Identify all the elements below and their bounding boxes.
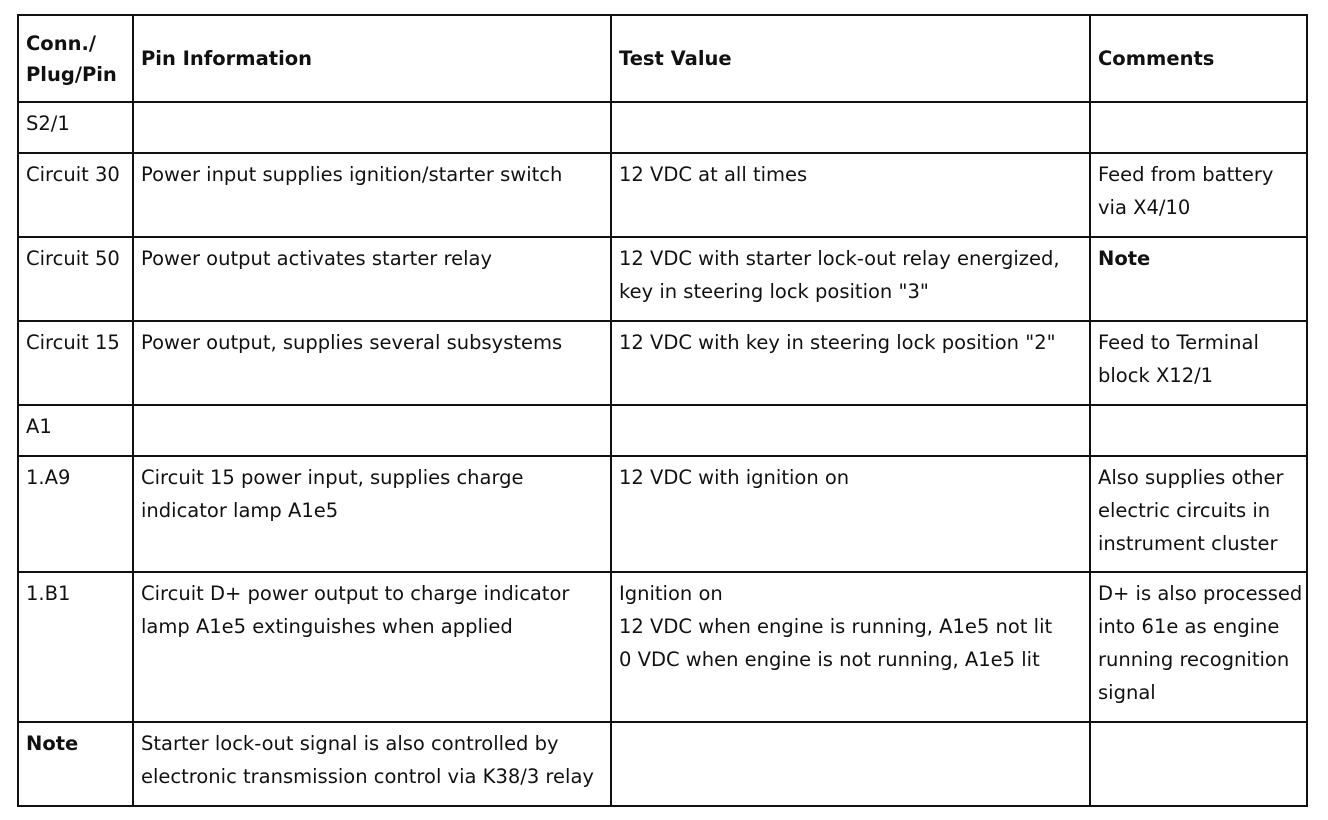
header-comments: Comments: [1090, 15, 1307, 102]
cell-conn: A1: [18, 405, 133, 456]
pin-test-table: [17, 14, 1308, 807]
header-conn-line1: Conn./: [26, 31, 97, 55]
text-line: instrument cluster: [1098, 532, 1278, 555]
text-line: 12 VDC with ignition on: [619, 466, 850, 489]
text-line: 12 VDC with key in steering lock position "2": [619, 331, 1056, 354]
cell-comments: [1090, 456, 1307, 572]
cell-comments: [1090, 237, 1307, 321]
header-conn-line2: Plug/Pin: [26, 62, 117, 86]
cell-conn: Circuit 50: [18, 237, 133, 321]
cell-conn: 1.A9: [18, 456, 133, 572]
header-pin-information: Pin Information: [133, 15, 611, 102]
text-line: 12 VDC with starter lock-out relay energized,: [619, 247, 1060, 270]
text-line: block X12/1: [1098, 364, 1214, 387]
cell-comments: [1090, 153, 1307, 237]
cell-test-value: [611, 405, 1090, 456]
cell-test-value: [611, 321, 1090, 405]
text-line: Also supplies other: [1098, 466, 1284, 489]
cell-test-value: [611, 456, 1090, 572]
header-conn-plug-pin: [18, 15, 133, 102]
cell-comments: [1090, 102, 1307, 153]
text-line: Power output, supplies several subsystems: [141, 331, 563, 354]
text-line: 12 VDC at all times: [619, 163, 808, 186]
cell-conn: S2/1: [18, 102, 133, 153]
cell-comments: [1090, 572, 1307, 722]
table-row: [18, 153, 1307, 237]
text-line: running recognition: [1098, 648, 1290, 671]
cell-conn: Note: [18, 722, 133, 806]
text-line: Power input supplies ignition/starter switch: [141, 163, 563, 186]
cell-test-value: [611, 572, 1090, 722]
cell-pin-info: [133, 572, 611, 722]
cell-test-value: [611, 237, 1090, 321]
text-line: Circuit 15 power input, supplies charge: [141, 466, 524, 489]
table-row: [18, 722, 1307, 806]
note-label: Note: [1098, 247, 1151, 270]
cell-pin-info: [133, 237, 611, 321]
cell-conn: Circuit 30: [18, 153, 133, 237]
cell-conn: Circuit 15: [18, 321, 133, 405]
cell-test-value: [611, 102, 1090, 153]
text-line: Starter lock-out signal is also controlled by: [141, 732, 559, 755]
text-line: electronic transmission control via K38/3 relay: [141, 765, 594, 788]
text-line: Ignition on: [619, 582, 723, 605]
table-row: [18, 321, 1307, 405]
header-test-value: Test Value: [611, 15, 1090, 102]
cell-pin-info: [133, 153, 611, 237]
cell-pin-info: [133, 722, 611, 806]
text-line: electric circuits in: [1098, 499, 1271, 522]
text-line: Feed to Terminal: [1098, 331, 1259, 354]
table-row: [18, 456, 1307, 572]
table-row: [18, 102, 1307, 153]
text-line: signal: [1098, 681, 1156, 704]
cell-comments: [1090, 405, 1307, 456]
table-row: [18, 405, 1307, 456]
header-row: [18, 15, 1307, 102]
text-line: D+ is also processed: [1098, 582, 1303, 605]
cell-pin-info: [133, 102, 611, 153]
text-line: Feed from battery: [1098, 163, 1274, 186]
cell-test-value: [611, 722, 1090, 806]
text-line: 0 VDC when engine is not running, A1e5 lit: [619, 648, 1040, 671]
cell-comments: [1090, 321, 1307, 405]
text-line: into 61e as engine: [1098, 615, 1280, 638]
table-row: [18, 237, 1307, 321]
cell-pin-info: [133, 321, 611, 405]
cell-test-value: [611, 153, 1090, 237]
cell-pin-info: [133, 456, 611, 572]
cell-comments: [1090, 722, 1307, 806]
text-line: indicator lamp A1e5: [141, 499, 339, 522]
text-line: via X4/10: [1098, 196, 1191, 219]
text-line: key in steering lock position "3": [619, 280, 929, 303]
text-line: 12 VDC when engine is running, A1e5 not lit: [619, 615, 1053, 638]
text-line: Power output activates starter relay: [141, 247, 493, 270]
table-row: [18, 572, 1307, 722]
cell-pin-info: [133, 405, 611, 456]
text-line: Circuit D+ power output to charge indicator: [141, 582, 570, 605]
text-line: lamp A1e5 extinguishes when applied: [141, 615, 513, 638]
cell-conn: 1.B1: [18, 572, 133, 722]
